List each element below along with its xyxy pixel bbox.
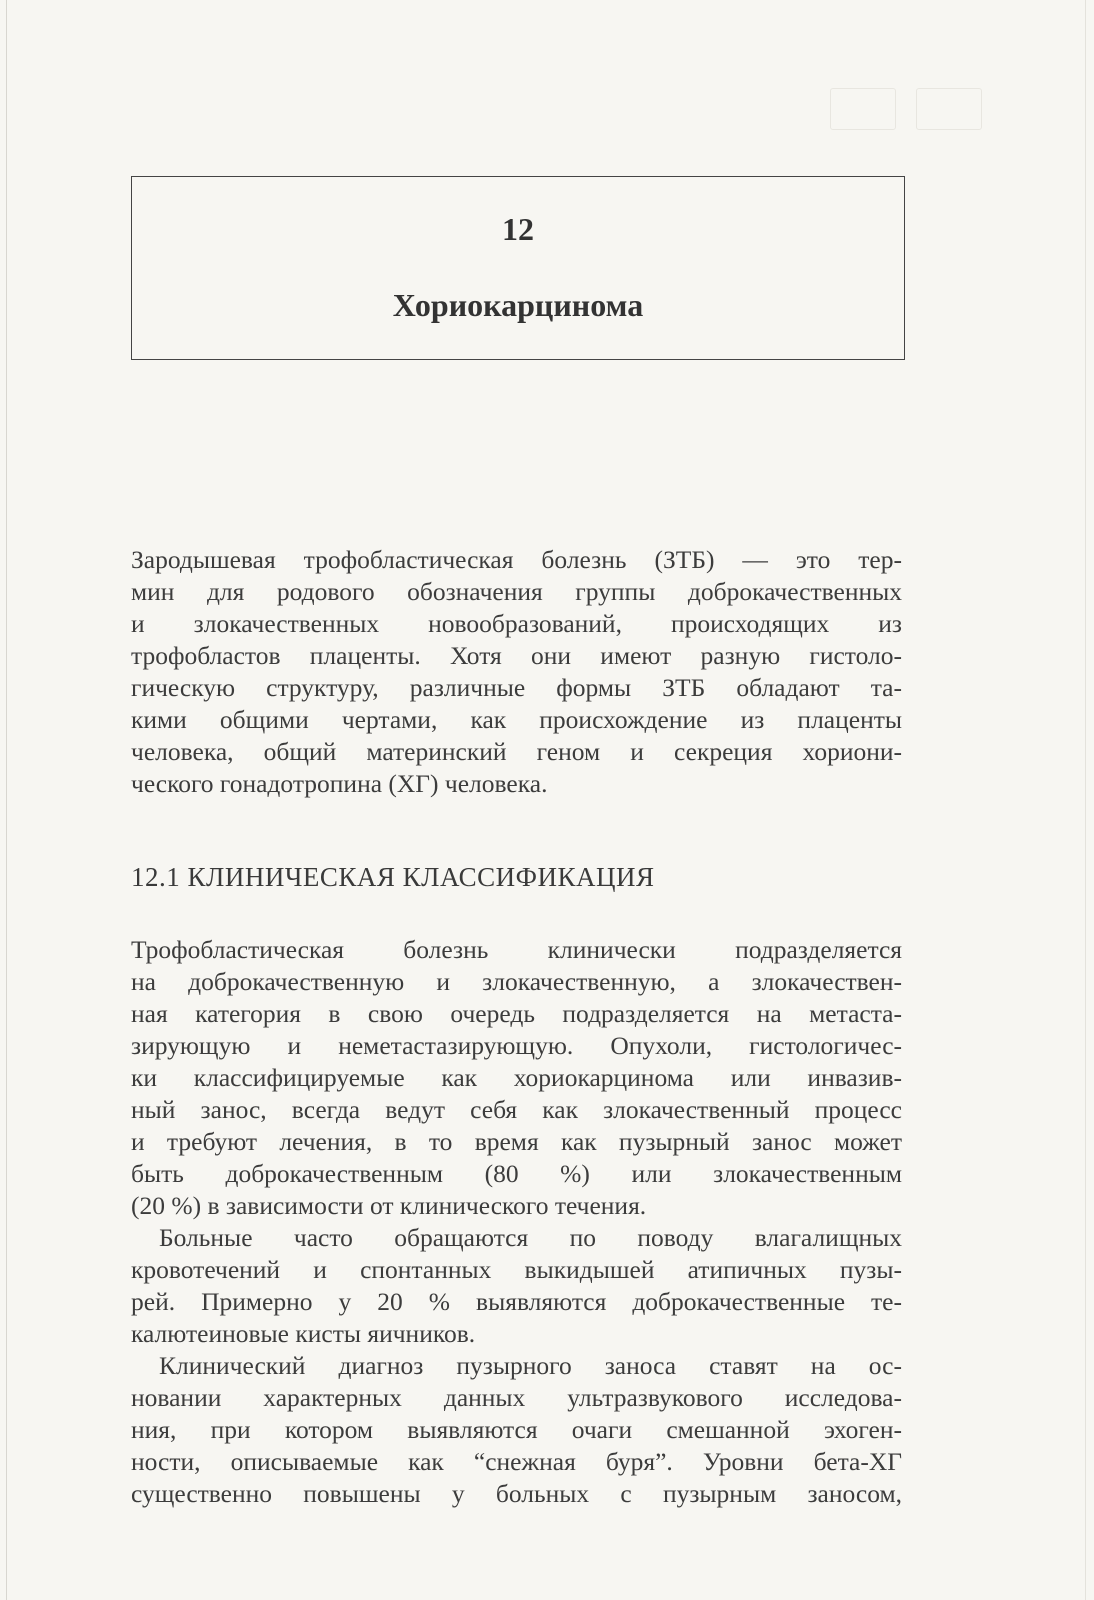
- text-line: ния, при котором выявляются очаги смешанной эхоген-: [131, 1415, 902, 1444]
- intro-paragraph: [131, 544, 902, 800]
- text-line: рей. Примерно у 20 % выявляются доброкачественные те-: [131, 1287, 902, 1316]
- text-line: мин для родового обозначения группы доброкачественных: [131, 577, 902, 606]
- text-line: на доброкачественную и злокачественную, а злокачествен-: [131, 967, 902, 996]
- text-line: (20 %) в зависимости от клинического течения.: [131, 1191, 647, 1220]
- text-line: и требуют лечения, в то время как пузырный занос может: [131, 1127, 902, 1156]
- section-paragraph-3: [131, 1350, 902, 1510]
- section-paragraph-1: [131, 934, 902, 1222]
- bleed-through-tab: [916, 88, 982, 130]
- chapter-number: 12: [502, 211, 534, 247]
- chapter-title: Хориокарцинома: [392, 287, 644, 323]
- text-line: и злокачественных новообразований, происходящих из: [131, 609, 902, 638]
- text-line: кими общими чертами, как происхождение из плаценты: [131, 705, 902, 734]
- chapter-header-box: [131, 176, 905, 360]
- text-line: гическую структуру, различные формы ЗТБ обладают та-: [131, 673, 902, 702]
- text-line: кровотечений и спонтанных выкидышей атипичных пузы-: [131, 1255, 902, 1284]
- bleed-through-tab: [830, 88, 896, 130]
- text-line: человека, общий материнский геном и секреция хориони-: [131, 737, 902, 766]
- text-line: Зародышевая трофобластическая болезнь (ЗТБ) — это тер-: [131, 545, 902, 574]
- text-line: существенно повышены у больных с пузырным заносом,: [131, 1479, 902, 1508]
- text-line: Больные часто обращаются по поводу влагалищных: [159, 1223, 902, 1252]
- text-line: быть доброкачественным (80 %) или злокачественным: [131, 1159, 902, 1188]
- section-paragraph-2: [131, 1222, 902, 1350]
- text-line: ная категория в свою очередь подразделяется на метаста-: [131, 999, 902, 1028]
- section-heading: 12.1 КЛИНИЧЕСКАЯ КЛАССИФИКАЦИЯ: [131, 862, 655, 892]
- text-line: новании характерных данных ультразвукового исследова-: [131, 1383, 902, 1412]
- text-line: ческого гонадотропина (ХГ) человека.: [131, 769, 548, 798]
- text-line: ки классифицируемые как хориокарцинома или инвазив-: [131, 1063, 902, 1092]
- page-edge-right: [1085, 0, 1086, 1600]
- text-line: калютеиновые кисты яичников.: [131, 1319, 476, 1348]
- page-edge-left: [6, 0, 7, 1600]
- text-line: трофобластов плаценты. Хотя они имеют разную гистоло-: [131, 641, 902, 670]
- text-line: ности, описываемые как “снежная буря”. Уровни бета-ХГ: [131, 1447, 902, 1476]
- text-line: Клинический диагноз пузырного заноса ставят на ос-: [159, 1351, 902, 1380]
- text-line: Трофобластическая болезнь клинически подразделяется: [131, 935, 902, 964]
- text-line: ный занос, всегда ведут себя как злокачественный процесс: [131, 1095, 902, 1124]
- text-line: зирующую и неметастазирующую. Опухоли, гистологичес-: [131, 1031, 902, 1060]
